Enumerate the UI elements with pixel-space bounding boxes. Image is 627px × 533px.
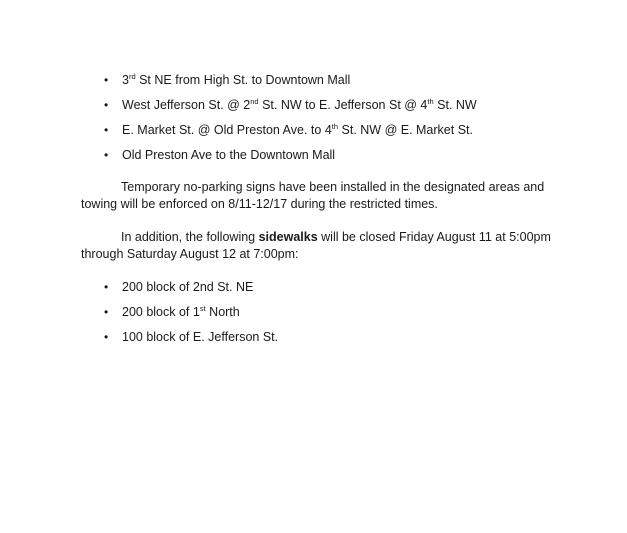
bullet-icon: •: [104, 280, 109, 294]
list-item: [104, 122, 477, 138]
no-parking-paragraph: [81, 179, 561, 212]
bullet-icon: •: [104, 73, 109, 87]
list-item: [104, 279, 278, 295]
bullet-icon: •: [104, 123, 109, 137]
list-item: [104, 329, 278, 345]
bullet-icon: •: [104, 148, 109, 162]
bullet-icon: •: [104, 305, 109, 319]
ordinal-suffix: nd: [250, 97, 259, 106]
paragraph-text: will be closed Friday August 11 at 5:00pm: [317, 230, 551, 244]
list-item: [104, 72, 477, 88]
closure-text-post: St NE from High St. to Downtown Mall: [135, 73, 351, 87]
paragraph-line: Temporary no-parking signs have been installed in the designated areas and: [121, 180, 545, 194]
paragraph-line: towing will be enforced on 8/11-12/17 during the restricted times.: [81, 196, 438, 211]
ordinal-suffix: th: [331, 122, 339, 131]
ordinal-suffix: st: [199, 304, 206, 313]
closure-text-post: St. NW: [433, 98, 477, 112]
sidewalk-text-pre: 100 block of E. Jefferson St.: [122, 330, 279, 344]
paragraph-line: through Saturday August 12 at 7:00pm:: [81, 246, 299, 261]
street-closures-list: [104, 72, 477, 172]
sidewalk-text-post: North: [205, 305, 240, 319]
ordinal-suffix: rd: [128, 72, 136, 81]
ordinal-suffix: th: [427, 97, 434, 106]
sidewalks-emphasis: sidewalks: [258, 230, 318, 244]
paragraph-text: In addition, the following: [121, 230, 259, 244]
sidewalk-text-pre: 200 block of 2nd St. NE: [122, 280, 254, 294]
sidewalk-text-pre: 200 block of 1: [122, 305, 200, 319]
sidewalk-closures-list: [104, 279, 278, 354]
list-item: [104, 97, 477, 113]
list-item: [104, 147, 477, 163]
sidewalk-closure-paragraph: [81, 229, 561, 262]
closure-text-post: St. NW to E. Jefferson St @ 4: [258, 98, 428, 112]
list-item: [104, 304, 278, 320]
closure-text-pre: 3: [122, 73, 129, 87]
bullet-icon: •: [104, 98, 109, 112]
closure-text-pre: Old Preston Ave to the Downtown Mall: [122, 148, 336, 162]
bullet-icon: •: [104, 330, 109, 344]
closure-text-pre: West Jefferson St. @ 2: [122, 98, 251, 112]
closure-text-pre: E. Market St. @ Old Preston Ave. to 4: [122, 123, 332, 137]
closure-text-post: St. NW @ E. Market St.: [338, 123, 473, 137]
